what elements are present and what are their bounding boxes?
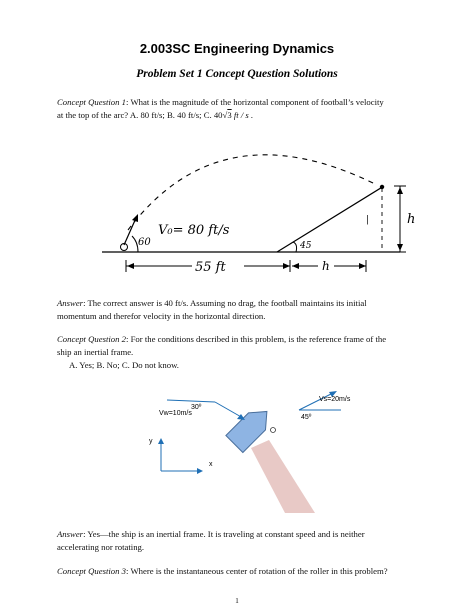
question-2-line2: ship an inertial frame. (57, 347, 134, 358)
y-axis-label: y (149, 438, 153, 445)
v0-label: V₀= 80 ft/s (158, 223, 230, 238)
question-1-label: Concept Question 1 (57, 97, 127, 107)
question-3-text: : Where is the instantaneous center of rotation of the roller in this problem? (126, 566, 388, 576)
answer-1-label: Answer (57, 298, 84, 308)
question-2 (57, 333, 429, 373)
question-1-text-b: at the top of the arc? A. 80 ft/s; B. 40 ft/s; C. 40 (57, 110, 223, 121)
question-2-options: A. Yes; B. No; C. Do not know. (69, 360, 179, 371)
question-1-text-c: 3 (227, 110, 232, 121)
question-1-text-d: ft / s . (231, 110, 254, 121)
question-1-text-a: : What is the magnitude of the horizontal component of football’s velocity (126, 97, 384, 107)
h-dim-arrow-down (397, 244, 403, 251)
document-title: 2.003SC Engineering Dynamics (139, 41, 335, 56)
answer-2-label: Answer (57, 529, 84, 539)
ship-center-point (271, 428, 276, 433)
answer-2-line2: accelerating nor rotating. (57, 542, 145, 553)
question-2-label: Concept Question 2 (57, 334, 127, 344)
launch-velocity-arrow (124, 218, 136, 245)
question-3-label: Concept Question 3 (57, 566, 127, 576)
h-side-mark: | (366, 215, 370, 225)
answer-1-line2: momentum and therefor velocity in the horizontal direction. (57, 311, 266, 322)
angle-30-label: 30º (191, 404, 202, 411)
h-horizontal-left-arrow (292, 263, 299, 269)
distance-right-arrow (283, 263, 290, 269)
wind-velocity-label: Vw=10m/s (159, 410, 192, 417)
answer-1-line1: : The correct answer is 40 ft/s. Assuming no drag, the football maintains its initial (83, 298, 367, 308)
h-vertical-label: h (407, 212, 416, 227)
trajectory-arc (128, 155, 375, 230)
answer-2 (57, 528, 429, 554)
x-axis-label: x (209, 461, 213, 468)
h-horizontal-label: h (322, 259, 330, 273)
page-number: 1 (235, 597, 239, 605)
ship-velocity-label: Vs=20m/s (319, 396, 351, 403)
distance-left-arrow (127, 263, 134, 269)
football-trajectory-figure (100, 148, 420, 278)
launch-arrow-head (132, 214, 138, 222)
ship-figure (145, 388, 375, 518)
angle-60-label: 60 (138, 237, 151, 248)
wind-direction-line (215, 402, 243, 418)
question-1 (57, 96, 429, 122)
question-2-line1: : For the conditions described in this problem, is the reference frame of the (126, 334, 387, 344)
document-subtitle: Problem Set 1 Concept Question Solutions (136, 68, 338, 80)
answer-2-line1: : Yes—the ship is an inertial frame. It is traveling at constant speed and is neither (83, 529, 365, 539)
angle-45-arc (293, 242, 297, 252)
question-3 (57, 565, 429, 578)
x-axis-arrow (197, 468, 203, 474)
distance-55ft-label: 55 ft (195, 260, 226, 275)
angle-45-label: 45 (300, 241, 312, 251)
answer-1 (57, 297, 429, 323)
h-dim-arrow-up (397, 187, 403, 194)
ship-wake (251, 440, 315, 513)
wind-reference-line (167, 400, 215, 402)
y-axis-arrow (158, 438, 164, 444)
h-horizontal-right-arrow (359, 263, 366, 269)
sqrt-symbol: √ (222, 110, 228, 121)
angle-45-label-fig2: 45º (301, 414, 312, 421)
